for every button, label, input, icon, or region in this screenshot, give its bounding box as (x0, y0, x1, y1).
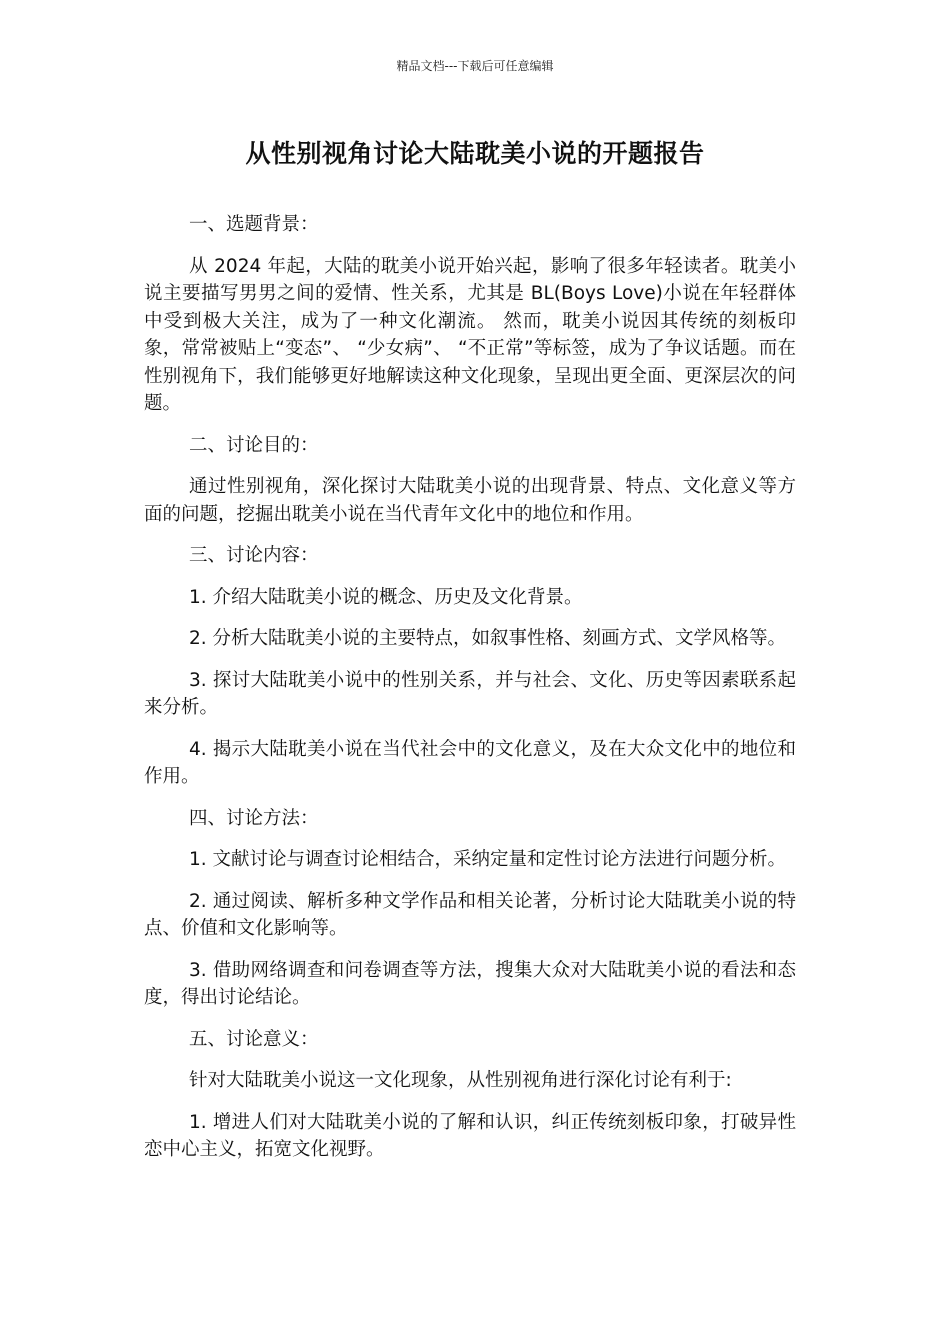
document-title: 从性别视角讨论大陆耽美小说的开题报告 (245, 139, 705, 168)
list-item-method-1: 1. 文献讨论与调查讨论相结合，采纳定量和定性讨论方法进行问题分析。 (189, 849, 787, 870)
section-heading-method: 四、讨论方法： (189, 807, 319, 829)
section-heading-background: 一、选题背景： (189, 214, 319, 235)
section-heading-content: 三、讨论内容： (189, 545, 319, 566)
list-item-content-3: 3. 探讨大陆耽美小说中的性别关系，并与社会、文化、历史等因素联系起来分析。 (144, 669, 796, 718)
section-heading-significance: 五、讨论意义： (189, 1028, 319, 1050)
section-heading-purpose: 二、讨论目的： (189, 434, 319, 456)
list-item-significance-1: 1. 增进人们对大陆耽美小说的了解和认识，纠正传统刻板印象，打破异性恋中心主义，拓宽文化视野。 (144, 1111, 796, 1160)
list-item-method-2: 2. 通过阅读、解析多种文学作品和相关论著，分析讨论大陆耽美小说的特点、价值和文化影响等。 (144, 890, 796, 939)
list-item-content-2: 2. 分析大陆耽美小说的主要特点，如叙事性格、刻画方式、文学风格等。 (189, 628, 787, 649)
list-item-method-3: 3. 借助网络调查和问卷调查等方法，搜集大众对大陆耽美小说的看法和态度，得出讨论结论。 (144, 959, 796, 1008)
paragraph-purpose: 通过性别视角，深化探讨大陆耽美小说的出现背景、特点、文化意义等方面的问题，挖掘出耽美小说在当代青年文化中的地位和作用。 (144, 476, 796, 525)
document-body (144, 211, 796, 1178)
paragraph-significance-intro: 针对大陆耽美小说这一文化现象，从性别视角进行深化讨论有利于: (189, 1070, 732, 1091)
list-item-content-1: 1. 介绍大陆耽美小说的概念、历史及文化背景。 (189, 586, 583, 608)
list-item-content-4: 4. 揭示大陆耽美小说在当代社会中的文化意义，及在大众文化中的地位和作用。 (144, 738, 796, 787)
page-header: 精品文档---下载后可任意编辑 (396, 59, 554, 73)
paragraph-background: 从 2024 年起，大陆的耽美小说开始兴起，影响了很多年轻读者。耽美小说主要描写男男之间的爱情、性关系，尤其是 BL(Boys Love)小说在年轻群体中受到极大关注，成为了一种文化潮流。 然而，耽美小说因其传统的刻板印象，常常被贴上“变态”、 “少女病”、 “不正常”等标签，成为了争议话题。而在性别视角下，我们能够更好地解读这种文化现象，呈现出更全面、更深层次的问题。 (144, 255, 796, 414)
